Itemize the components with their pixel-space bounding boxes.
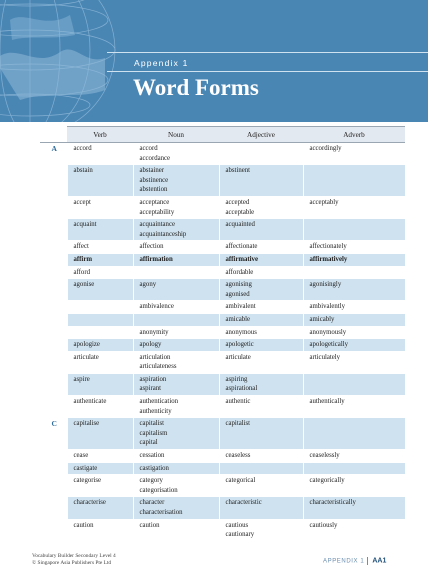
table-row xyxy=(40,519,405,541)
verb-cell: accept xyxy=(67,196,133,218)
section-letter xyxy=(40,313,67,326)
adjective-cell: amicable xyxy=(219,313,303,326)
noun-cell: aspiration aspirant xyxy=(133,373,219,395)
section-letter xyxy=(40,373,67,395)
verb-cell: castigate xyxy=(67,462,133,475)
section-letter: C xyxy=(40,418,67,450)
page-number: AA1 xyxy=(372,557,387,565)
table-row xyxy=(40,253,405,266)
adjective-cell: abstinent xyxy=(219,165,303,197)
table-row xyxy=(40,196,405,218)
adjective-cell: affectionate xyxy=(219,241,303,254)
adverb-cell: affectionately xyxy=(303,241,405,254)
section-letter xyxy=(40,497,67,519)
section-letter xyxy=(40,450,67,463)
verb-cell: capitalise xyxy=(67,418,133,450)
section-letter: A xyxy=(40,143,67,165)
adverb-cell: acceptably xyxy=(303,196,405,218)
noun-cell: category categorisation xyxy=(133,475,219,497)
verb-cell: articulate xyxy=(67,351,133,373)
section-letter xyxy=(40,351,67,373)
table-header-row xyxy=(40,127,405,143)
section-letter xyxy=(40,339,67,352)
section-letter xyxy=(40,165,67,197)
verb-cell: accord xyxy=(67,143,133,165)
table-row xyxy=(40,326,405,339)
adverb-cell: characteristically xyxy=(303,497,405,519)
table-row xyxy=(40,462,405,475)
section-letter xyxy=(40,475,67,497)
copyright: © Singapore Asia Publishers Pte Ltd xyxy=(32,560,112,567)
adjective-cell: capitalist xyxy=(219,418,303,450)
table-row xyxy=(40,497,405,519)
verb-cell: affect xyxy=(67,241,133,254)
adverb-cell xyxy=(303,373,405,395)
noun-cell: caution xyxy=(133,519,219,541)
adverb-cell xyxy=(303,219,405,241)
book-title: Vocabulary Builder Secondary Level 4 xyxy=(32,553,116,559)
page-footer xyxy=(323,557,386,565)
adverb-cell: articulately xyxy=(303,351,405,373)
verb-cell: afford xyxy=(67,266,133,279)
adjective-cell: cautious cautionary xyxy=(219,519,303,541)
adverb-cell: agonisingly xyxy=(303,279,405,301)
verb-cell: affirm xyxy=(67,253,133,266)
adjective-cell xyxy=(219,462,303,475)
verb-cell: agonise xyxy=(67,279,133,301)
table-row xyxy=(40,241,405,254)
verb-cell: caution xyxy=(67,519,133,541)
adverb-cell xyxy=(303,462,405,475)
noun-cell: abstainer abstinence abstention xyxy=(133,165,219,197)
adjective-cell: authentic xyxy=(219,396,303,418)
section-letter xyxy=(40,301,67,314)
col-header-adjective: Adjective xyxy=(219,127,303,143)
verb-cell: authenticate xyxy=(67,396,133,418)
table-row xyxy=(40,373,405,395)
section-letter xyxy=(40,196,67,218)
footer-divider xyxy=(367,557,368,565)
adverb-cell: accordingly xyxy=(303,143,405,165)
adverb-cell: categorically xyxy=(303,475,405,497)
noun-cell: affection xyxy=(133,241,219,254)
section-letter xyxy=(40,241,67,254)
adverb-cell xyxy=(303,165,405,197)
adjective-cell: ambivalent xyxy=(219,301,303,314)
noun-cell: castigation xyxy=(133,462,219,475)
noun-cell: cessation xyxy=(133,450,219,463)
adjective-cell: agonising agonised xyxy=(219,279,303,301)
section-letter xyxy=(40,326,67,339)
adjective-cell: articulate xyxy=(219,351,303,373)
section-label: APPENDIX 1 xyxy=(323,558,365,565)
table-row xyxy=(40,279,405,301)
adverb-cell: apologetically xyxy=(303,339,405,352)
adjective-cell: apologetic xyxy=(219,339,303,352)
noun-cell: capitalist capitalism capital xyxy=(133,418,219,450)
noun-cell xyxy=(133,313,219,326)
adjective-cell: accepted acceptable xyxy=(219,196,303,218)
verb-cell xyxy=(67,301,133,314)
verb-cell: categorise xyxy=(67,475,133,497)
adjective-cell: anonymous xyxy=(219,326,303,339)
adjective-cell: acquainted xyxy=(219,219,303,241)
noun-cell: apology xyxy=(133,339,219,352)
section-letter xyxy=(40,396,67,418)
verb-cell xyxy=(67,326,133,339)
banner-rule-mid xyxy=(107,71,428,72)
verb-cell: acquaint xyxy=(67,219,133,241)
col-header-adverb: Adverb xyxy=(303,127,405,143)
noun-cell: character characterisation xyxy=(133,497,219,519)
noun-cell: anonymity xyxy=(133,326,219,339)
adverb-cell: authentically xyxy=(303,396,405,418)
adjective-cell: ceaseless xyxy=(219,450,303,463)
header-banner xyxy=(0,0,428,122)
book-credit xyxy=(32,553,116,567)
appendix-label: Appendix 1 xyxy=(134,58,189,68)
table-row xyxy=(40,143,405,165)
word-forms-table xyxy=(40,126,405,542)
table-row xyxy=(40,351,405,373)
adverb-cell: anonymously xyxy=(303,326,405,339)
adverb-cell: amicably xyxy=(303,313,405,326)
section-letter xyxy=(40,266,67,279)
globe-graphic xyxy=(0,0,140,122)
adjective-cell xyxy=(219,143,303,165)
noun-cell: ambivalence xyxy=(133,301,219,314)
section-letter xyxy=(40,279,67,301)
table-row xyxy=(40,266,405,279)
noun-cell: agony xyxy=(133,279,219,301)
table-row xyxy=(40,339,405,352)
adverb-cell: ambivalently xyxy=(303,301,405,314)
table-row xyxy=(40,475,405,497)
section-letter xyxy=(40,253,67,266)
page-title: Word Forms xyxy=(133,75,259,100)
table-row xyxy=(40,418,405,450)
adjective-cell: affirmative xyxy=(219,253,303,266)
section-letter xyxy=(40,462,67,475)
table-row xyxy=(40,450,405,463)
table-row xyxy=(40,165,405,197)
table-row xyxy=(40,219,405,241)
noun-cell: acceptance acceptability xyxy=(133,196,219,218)
table-row xyxy=(40,313,405,326)
table-row xyxy=(40,396,405,418)
adverb-cell: ceaselessly xyxy=(303,450,405,463)
table-row xyxy=(40,301,405,314)
noun-cell: accord accordance xyxy=(133,143,219,165)
section-letter xyxy=(40,219,67,241)
banner-rule-top xyxy=(107,52,428,53)
verb-cell: aspire xyxy=(67,373,133,395)
adjective-cell: characteristic xyxy=(219,497,303,519)
adjective-cell: affordable xyxy=(219,266,303,279)
verb-cell: apologize xyxy=(67,339,133,352)
adjective-cell: aspiring aspirational xyxy=(219,373,303,395)
noun-cell: articulation articulateness xyxy=(133,351,219,373)
verb-cell xyxy=(67,313,133,326)
section-header xyxy=(40,127,67,143)
verb-cell: characterise xyxy=(67,497,133,519)
section-letter xyxy=(40,519,67,541)
adjective-cell: categorical xyxy=(219,475,303,497)
verb-cell: cease xyxy=(67,450,133,463)
verb-cell: abstain xyxy=(67,165,133,197)
noun-cell: authentication authenticity xyxy=(133,396,219,418)
adverb-cell: affirmatively xyxy=(303,253,405,266)
noun-cell: affirmation xyxy=(133,253,219,266)
adverb-cell: cautiously xyxy=(303,519,405,541)
adverb-cell xyxy=(303,266,405,279)
adverb-cell xyxy=(303,418,405,450)
col-header-noun: Noun xyxy=(133,127,219,143)
noun-cell xyxy=(133,266,219,279)
col-header-verb: Verb xyxy=(67,127,133,143)
noun-cell: acquaintance acquaintanceship xyxy=(133,219,219,241)
